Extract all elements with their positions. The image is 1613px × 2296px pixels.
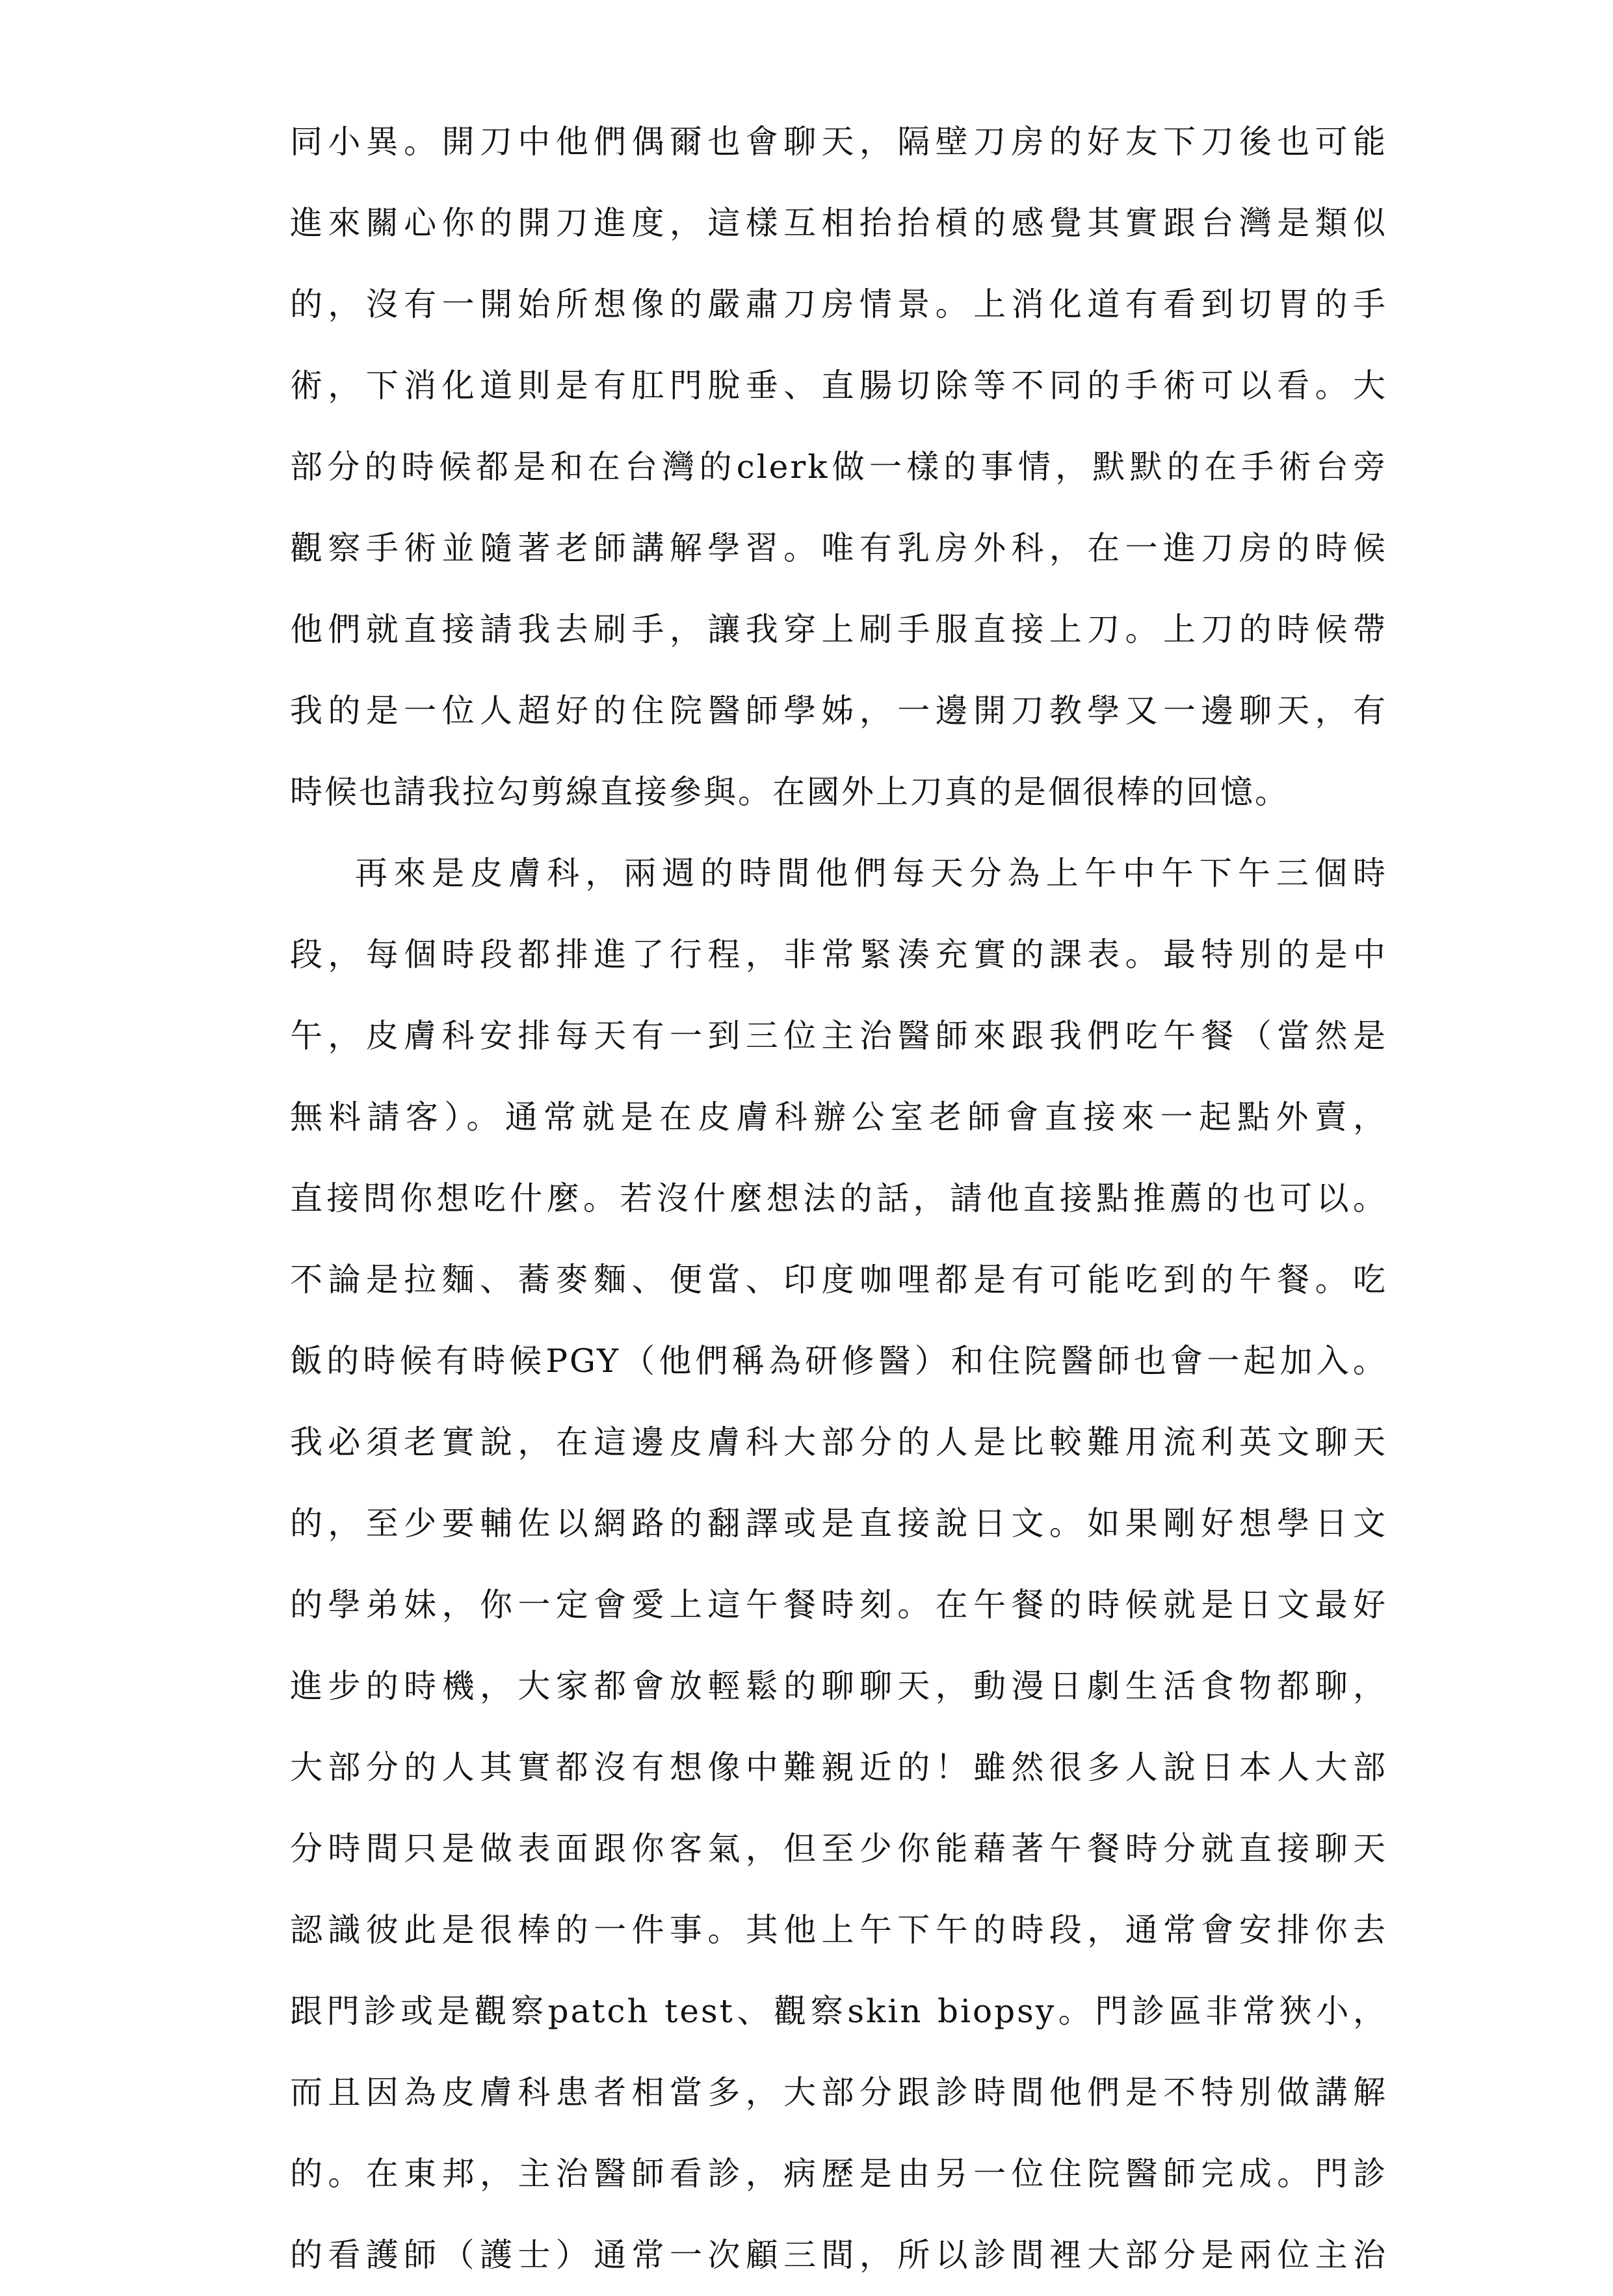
text-line: 的，至少要輔佐以網路的翻譯或是直接說日文。如果剛好想學日文 — [290, 1505, 1387, 1542]
body-text — [290, 101, 1387, 2296]
paragraph-first-line: 再來是皮膚科，兩週的時間他們每天分為上午中午下午三個時 — [355, 854, 1387, 892]
text-line: 直接問你想吃什麼。若沒什麼想法的話，請他直接點推薦的也可以。 — [290, 1180, 1387, 1217]
text-line: 不論是拉麵、蕎麥麵、便當、印度咖哩都是有可能吃到的午餐。吃 — [290, 1261, 1387, 1299]
text-line: 我的是一位人超好的住院醫師學姊，一邊開刀教學又一邊聊天，有 — [290, 692, 1387, 730]
text-line: 無料請客）。通常就是在皮膚科辦公室老師會直接來一起點外賣， — [290, 1098, 1387, 1136]
text-line: 認識彼此是很棒的一件事。其他上午下午的時段，通常會安排你去 — [290, 1911, 1387, 1949]
text-line: 時候也請我拉勾剪線直接參與。在國外上刀真的是個很棒的回憶。 — [290, 773, 1289, 811]
text-line: 術，下消化道則是有肛門脫垂、直腸切除等不同的手術可以看。大 — [290, 367, 1387, 404]
text-line: 他們就直接請我去刷手，讓我穿上刷手服直接上刀。上刀的時候帶 — [290, 611, 1387, 648]
text-line: 分時間只是做表面跟你客氣，但至少你能藉著午餐時分就直接聊天 — [290, 1830, 1387, 1867]
text-line: 部分的時候都是和在台灣的clerk做一樣的事情，默默的在手術台旁 — [290, 448, 1387, 486]
text-line: 跟門診或是觀察patch test、觀察skin biopsy。門診區非常狹小， — [290, 1992, 1387, 2030]
text-line: 而且因為皮膚科患者相當多，大部分跟診時間他們是不特別做講解 — [290, 2074, 1387, 2111]
text-line: 觀察手術並隨著老師講解學習。唯有乳房外科，在一進刀房的時候 — [290, 529, 1387, 567]
text-line: 的，沒有一開始所想像的嚴肅刀房情景。上消化道有看到切胃的手 — [290, 285, 1387, 323]
text-line: 我必須老實說，在這邊皮膚科大部分的人是比較難用流利英文聊天 — [290, 1423, 1387, 1461]
text-line: 的。在東邦，主治醫師看診，病歷是由另一位住院醫師完成。門診 — [290, 2155, 1387, 2193]
text-line: 午，皮膚科安排每天有一到三位主治醫師來跟我們吃午餐（當然是 — [290, 1017, 1387, 1055]
text-line: 進步的時機，大家都會放輕鬆的聊聊天，動漫日劇生活食物都聊， — [290, 1667, 1387, 1705]
text-line: 同小異。開刀中他們偶爾也會聊天，隔壁刀房的好友下刀後也可能 — [290, 123, 1387, 161]
text-line: 進來關心你的開刀進度，這樣互相抬抬槓的感覺其實跟台灣是類似 — [290, 204, 1387, 242]
text-line: 的看護師（護士）通常一次顧三間，所以診間裡大部分是兩位主治 — [290, 2236, 1387, 2274]
text-line: 大部分的人其實都沒有想像中難親近的！雖然很多人說日本人大部 — [290, 1748, 1387, 1786]
text-line: 飯的時候有時候PGY（他們稱為研修醫）和住院醫師也會一起加入。 — [290, 1342, 1387, 1380]
text-line: 的學弟妹，你一定會愛上這午餐時刻。在午餐的時候就是日文最好 — [290, 1586, 1387, 1624]
text-line: 段，每個時段都排進了行程，非常緊湊充實的課表。最特別的是中 — [290, 936, 1387, 973]
